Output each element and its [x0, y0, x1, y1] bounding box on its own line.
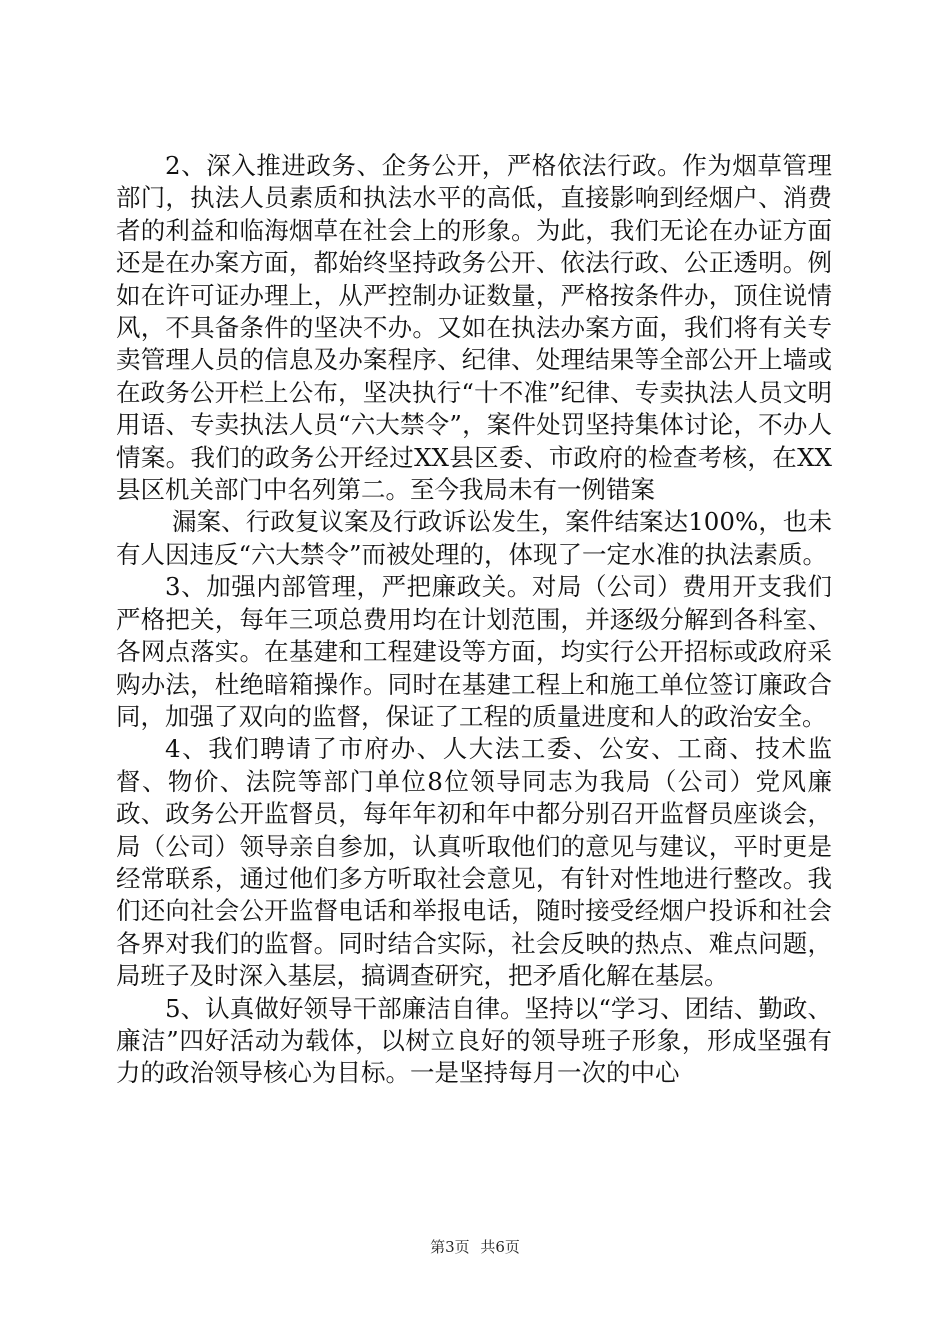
page-footer — [0, 1236, 950, 1257]
document-body — [116, 150, 832, 1090]
paragraph-4-supervisors: 4、我们聘请了市府办、人大法工委、公安、工商、技术监督、物价、法院等部门单位8位领导同志为我局（公司）党风廉政、政务公开监督员，每年年初和年中都分别召开监督员座谈会，局（公司）领导亲自参加，认真听取他们的意见与建议，平时更是经常联系，通过他们多方听取社会意见，有针对性地进行整改。我们还向社会公开监督电话和举报电话，随时接受经烟户投诉和社会各界对我们的监督。同时结合实际，社会反映的热点、难点问题，局班子及时深入基层，搞调查研究，把矛盾化解在基层。 — [116, 734, 832, 991]
page-total: 共6页 — [480, 1238, 520, 1256]
paragraph-5-self-discipline: 5、认真做好领导干部廉洁自律。坚持以“学习、团结、勤政、廉洁”四好活动为载体，以树立良好的领导班子形象，形成坚强有力的政治领导核心为目标。一是坚持每月一次的中心 — [116, 993, 832, 1088]
paragraph-2-continued: 漏案、行政复议案及行政诉讼发生，案件结案达100%，也未有人因违反“六大禁令”而被处理的，体现了一定水准的执法素质。 — [116, 507, 832, 569]
paragraph-2-transparency: 2、深入推进政务、企务公开，严格依法行政。作为烟草管理部门，执法人员素质和执法水平的高低，直接影响到经烟户、消费者的利益和临海烟草在社会上的形象。为此，我们无论在办证方面还是在办案方面，都始终坚持政务公开、依法行政、公正透明。例如在许可证办理上，从严控制办证数量，严格按条件办，顶住说情风，不具备条件的坚决不办。又如在执法办案方面，我们将有关专卖管理人员的信息及办案程序、纪律、处理结果等全部公开上墙或在政务公开栏上公布，坚决执行“十不准”纪律、专卖执法人员文明用语、专卖执法人员“六大禁令”，案件处罚坚持集体讨论，不办人情案。我们的政务公开经过XX县区委、市政府的检查考核，在XX县区机关部门中名列第二。至今我局未有一例错案 — [116, 151, 832, 505]
paragraph-3-internal-management: 3、加强内部管理，严把廉政关。对局（公司）费用开支我们严格把关，每年三项总费用均在计划范围，并逐级分解到各科室、各网点落实。在基建和工程建设等方面，均实行公开招标或政府采购办法，杜绝暗箱操作。同时在基建工程上和施工单位签订廉政合同，加强了双向的监督，保证了工程的质量进度和人的政治安全。 — [116, 572, 832, 731]
page-number: 第3页 — [430, 1238, 470, 1256]
